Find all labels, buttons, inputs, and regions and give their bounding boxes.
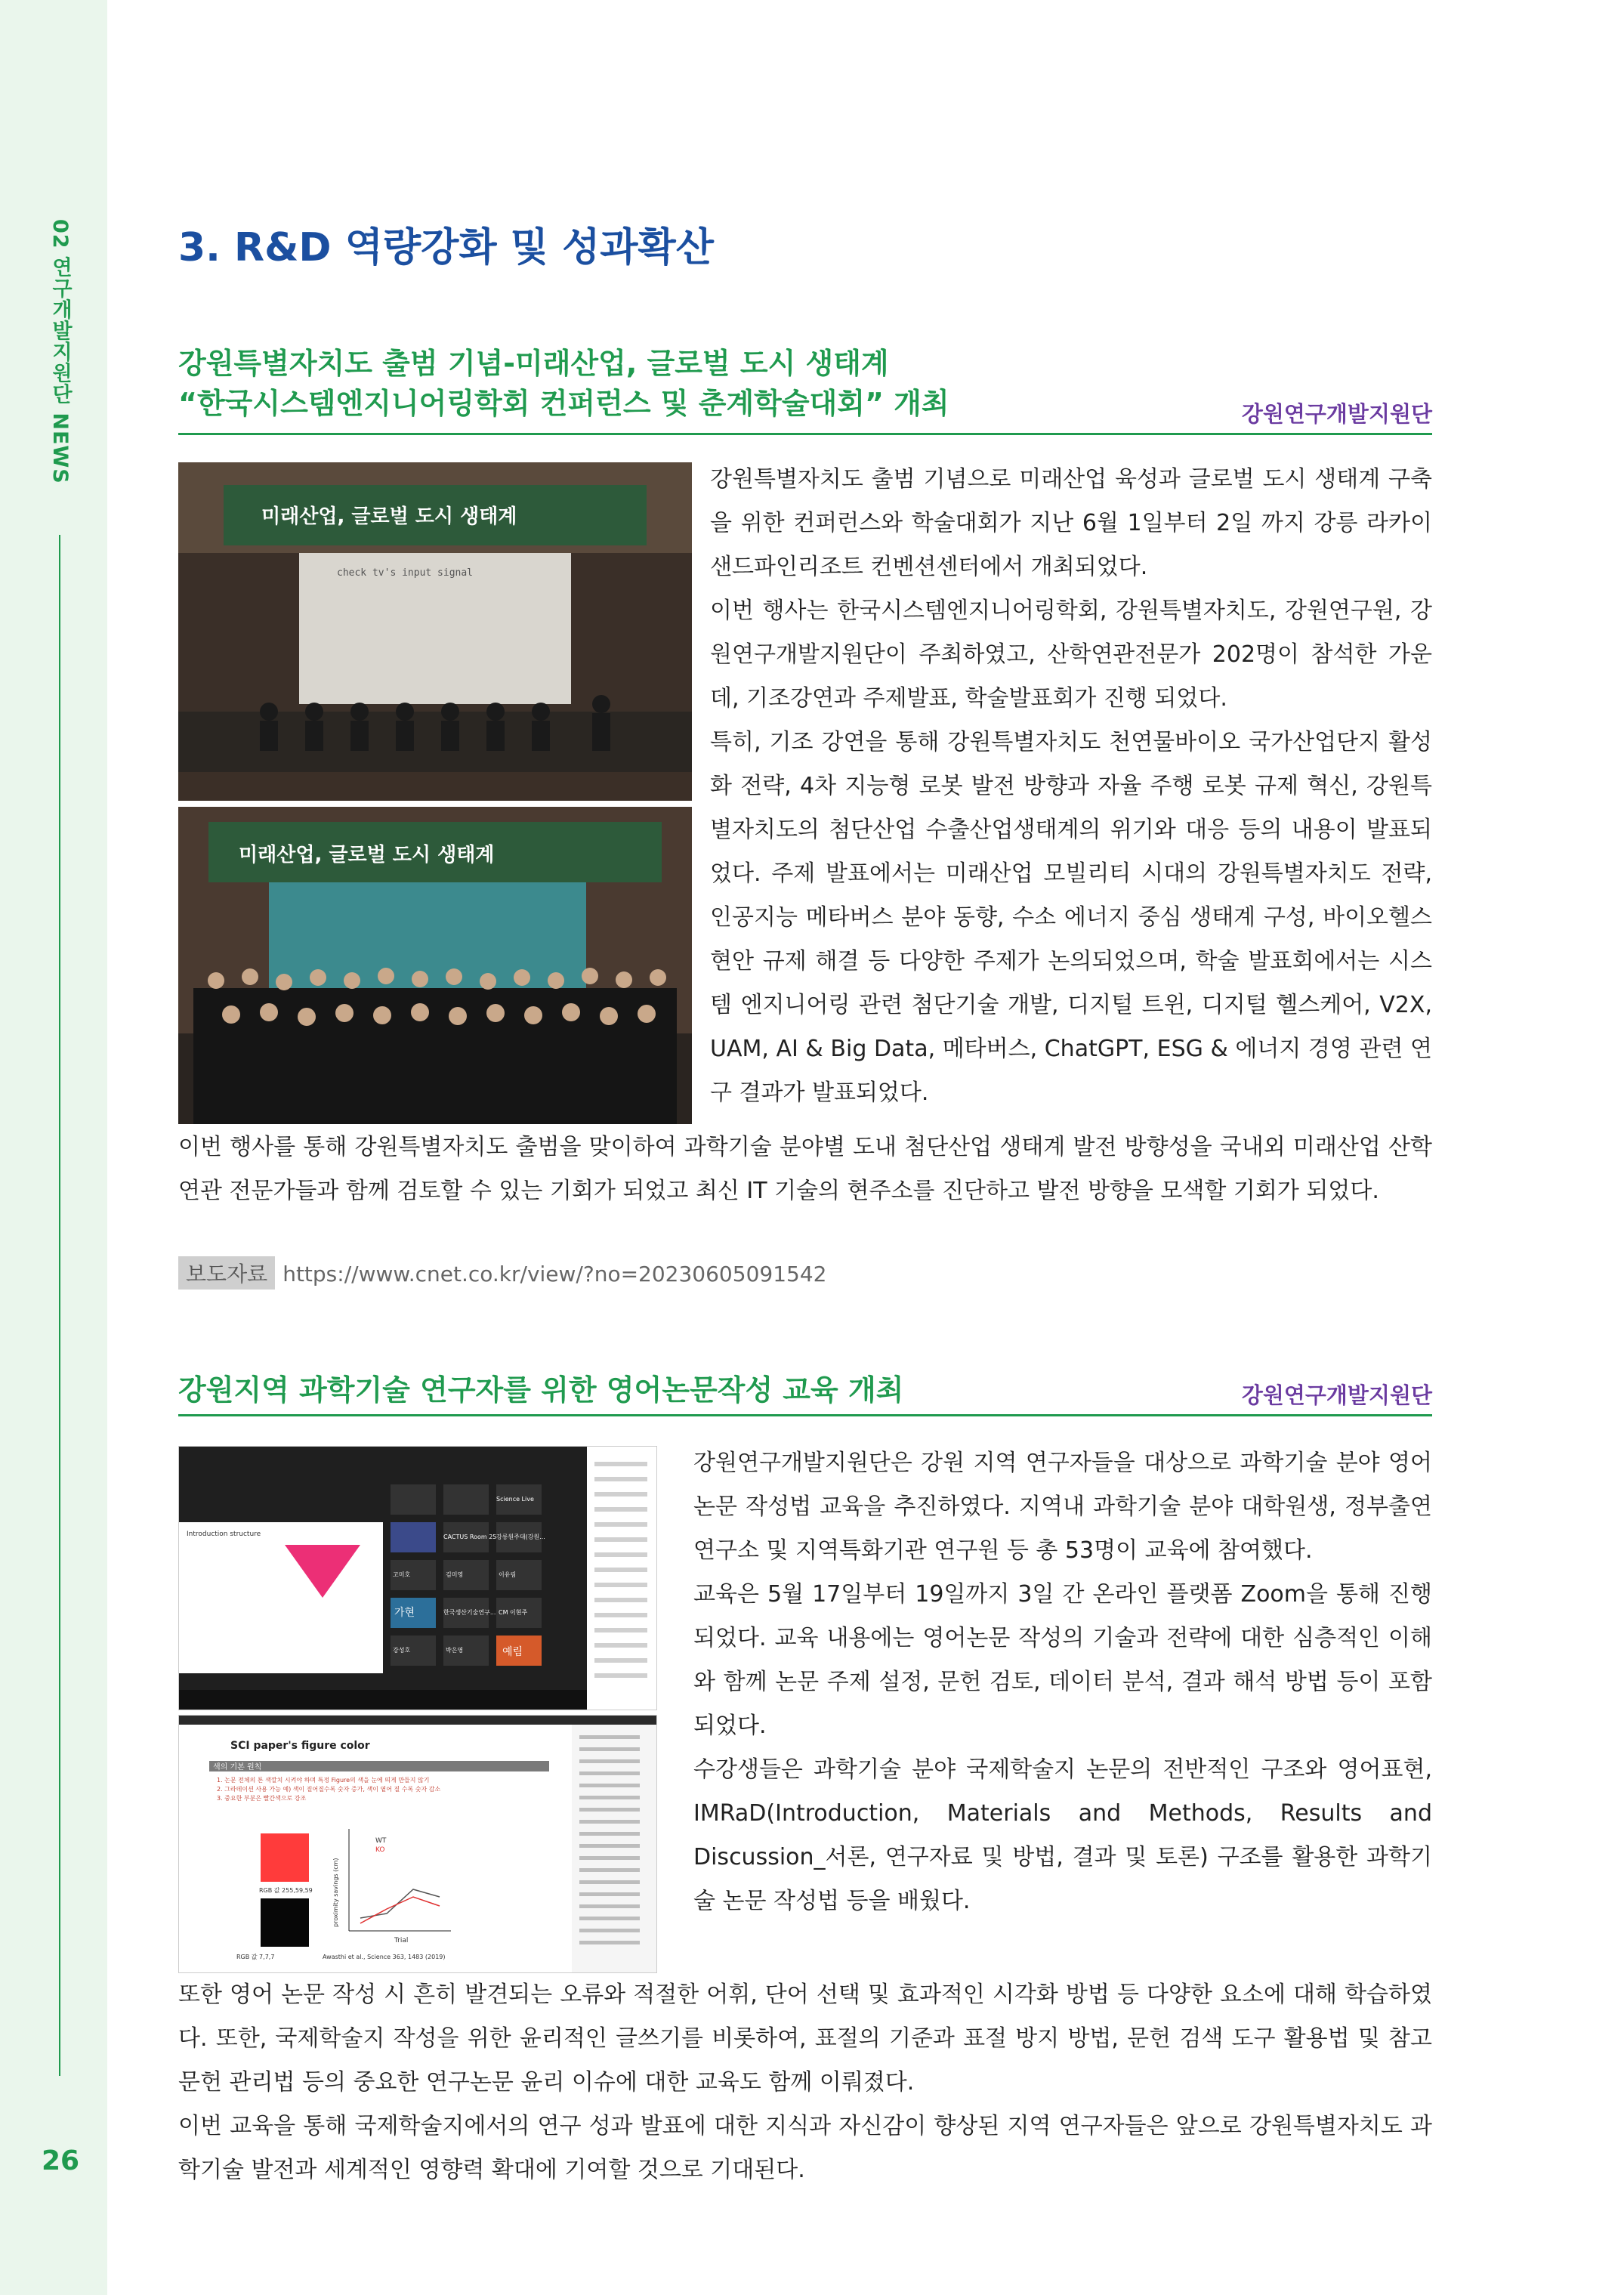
article2-right-text — [693, 1441, 1432, 1923]
legend-ko: KO — [375, 1846, 385, 1854]
article1-right-text — [710, 458, 1432, 1115]
article1-title-line2: “한국시스템엔지니어링학회 컨퍼런스 및 춘계학술대회” 개최 — [178, 387, 949, 420]
article1-para-4: 이번 행사를 통해 강원특별자치도 출범을 맞이하여 과학기술 분야별 도내 첨단산업 생태계 발전 방향성을 국내외 미래산업 산학연관 전문가들과 함께 검토할 수 있는 기회가 되었고 최신 IT 기술의 현주소를 진단하고 발전 방향을 모색할 기회가 되었다. — [178, 1134, 1432, 1204]
article2-full-text — [178, 1973, 1432, 2192]
zoom-name-3: Science Live — [496, 1496, 534, 1503]
screen-text: check tv's input signal — [337, 567, 474, 579]
article1-full-text — [178, 1126, 1432, 1213]
zoom-name-6: 이유림 — [499, 1571, 517, 1578]
zoom-name-8: 한국생산기술연구... — [443, 1609, 496, 1616]
zoom-name-1: CACTUS Room 25 — [443, 1534, 497, 1540]
zoom-name-4: 고미호 — [393, 1571, 411, 1578]
article2-header — [178, 1370, 1432, 1416]
article1-para-2: 이번 행사는 한국시스템엔지니어링학회, 강원특별자치도, 강원연구원, 강원연구개발지원단이 주최하였고, 산학연관전문가 202명이 참석한 가운데, 기조강연과 주제발표, 학술발표회가 진행 되었다. — [710, 598, 1432, 712]
zoom-name-11: 박은영 — [446, 1647, 464, 1654]
section-title: 3. R&D 역량강화 및 성과확산 — [178, 225, 714, 270]
article2-para-3: 수강생들은 과학기술 분야 국제학술지 논문의 전반적인 구조와 영어표현, IMRaD(Introduction, Materials and Methods, Results and Discussion_서론, 연구자료 및 방법, 결과 및 토론) 구조를 활용한 과학기술 논문 작성법 등을 배웠다. — [693, 1756, 1432, 1914]
zoom-slide-title: Introduction structure — [187, 1531, 261, 1538]
article1-org: 강원연구개발지원단 — [1241, 401, 1432, 427]
sidebar-line — [59, 535, 60, 2076]
press-release — [178, 1256, 826, 1290]
zoom-name-12: 예림 — [502, 1646, 523, 1658]
slide2-rule-2: 2. 그라데이션 사용 가능 예) 색이 짙어질수록 숫자 증가, 색이 옅어 질 수록 숫자 감소 — [217, 1786, 441, 1793]
zoom-name-7: 가현 — [394, 1607, 415, 1619]
axis-x: Trial — [394, 1937, 409, 1944]
press-badge: 보도자료 — [178, 1256, 275, 1290]
article1-para-1: 강원특별자치도 출범 기념으로 미래산업 육성과 글로벌 도시 생태계 구축을 위한 컨퍼런스와 학술대회가 지난 6월 1일부터 2일 까지 강릉 라카이샌드파인리조트 컨벤션센터에서 개최되었다. — [710, 466, 1432, 580]
group-photo — [178, 807, 692, 1124]
sidebar — [0, 0, 107, 2295]
conference-stage-photo — [178, 462, 692, 801]
banner1-text: 미래산업, 글로벌 도시 생태계 — [261, 505, 517, 528]
page-number: 26 — [42, 2145, 80, 2176]
article2-para-2: 교육은 5월 17일부터 19일까지 3일 간 온라인 플랫폼 Zoom을 통해 진행되었다. 교육 내용에는 영어논문 작성의 기술과 전략에 대한 심층적인 이해와 함께 논문 주제 설정, 문헌 검토, 데이터 분석, 결과 해석 방법 등이 포함되었다. — [693, 1581, 1432, 1739]
slide2-rule-3: 3. 중요한 부분은 빨간색으로 강조 — [217, 1795, 307, 1802]
zoom-name-5: 김미영 — [446, 1571, 464, 1578]
article2-para-1: 강원연구개발지원단은 강원 지역 연구자들을 대상으로 과학기술 분야 영어논문 작성법 교육을 추진하였다. 지역내 과학기술 분야 대학원생, 정부출연연구소 및 지역특화기관 연구원 등 총 53명이 교육에 참여했다. — [693, 1450, 1432, 1564]
zoom-name-2: 강릉원주대(강원... — [496, 1534, 545, 1540]
zoom-screenshot-2 — [178, 1715, 657, 1973]
banner2-text: 미래산업, 글로벌 도시 생태계 — [239, 844, 495, 866]
article1-para-3: 특히, 기조 강연을 통해 강원특별자치도 천연물바이오 국가산업단지 활성화 전략, 4차 지능형 로봇 발전 방향과 자율 주행 로봇 규제 혁신, 강원특별자치도의 첨단산업 수출산업생태계의 위기와 대응 등의 내용이 발표되었다. 주제 발표에서는 미래산업 모빌리티 시대의 강원특별자치도 전략, 인공지능 메타버스 분야 동향, 수소 에너지 중심 생태계 구성, 바이오헬스 현안 규제 해결 등 다양한 주제가 논의되었으며, 학술 발표회에서는 시스템 엔지니어링 관련 첨단기술 개발, 디지털 트윈, 디지털 헬스케어, V2X, UAM, AI & Big Data, 메타버스, ChatGPT, ESG & 에너지 경영 관련 연구 결과가 발표되었다. — [710, 729, 1432, 1106]
rgb-black: RGB 값 7,7,7 — [236, 1954, 275, 1960]
slide2-subtitle: 색의 기본 원칙 — [213, 1763, 262, 1771]
slide2-title: SCI paper's figure color — [230, 1740, 370, 1752]
sidebar-label: 02 연구개발지원단 NEWS — [48, 219, 72, 484]
article1-title-line1: 강원특별자치도 출범 기념-미래산업, 글로벌 도시 생태계 — [178, 347, 889, 380]
article2-title: 강원지역 과학기술 연구자를 위한 영어논문작성 교육 개최 — [178, 1373, 904, 1407]
zoom-name-9: CM 이현주 — [499, 1609, 528, 1616]
article2-para-5: 이번 교육을 통해 국제학술지에서의 연구 성과 발표에 대한 지식과 자신감이 향상된 지역 연구자들은 앞으로 강원특별자치도 과학기술 발전과 세계적인 영향력 확대에 기여할 것으로 기대된다. — [178, 2113, 1432, 2183]
slide2-rule-1: 1. 논문 전체의 톤 색깔치 시켜야 하며 특정 Figure의 색을 눈에 띄게 만들지 않기 — [217, 1777, 430, 1784]
article2-org: 강원연구개발지원단 — [1241, 1382, 1432, 1408]
axis-y: proximity savings (cm) — [332, 1858, 339, 1927]
rgb-red: RGB 값 255,59,59 — [259, 1887, 313, 1894]
zoom-screenshot-1 — [178, 1446, 657, 1710]
citation: Awasthi et al., Science 363, 1483 (2019) — [323, 1954, 446, 1960]
article2-para-4: 또한 영어 논문 작성 시 흔히 발견되는 오류와 적절한 어휘, 단어 선택 및 효과적인 시각화 방법 등 다양한 요소에 대해 학습하였다. 또한, 국제학술지 작성을 위한 윤리적인 글쓰기를 비롯하여, 표절의 기준과 표절 방지 방법, 문헌 검색 도구 활용법 및 참고 문헌 관리법 등의 중요한 연구논문 윤리 이슈에 대한 교육도 함께 이뤄졌다. — [178, 1981, 1432, 2096]
zoom-name-10: 강성호 — [393, 1647, 411, 1654]
article1-header — [178, 344, 1432, 435]
legend-wt: WT — [375, 1837, 387, 1845]
press-link[interactable]: https://www.cnet.co.kr/view/?no=20230605091542 — [283, 1262, 827, 1286]
